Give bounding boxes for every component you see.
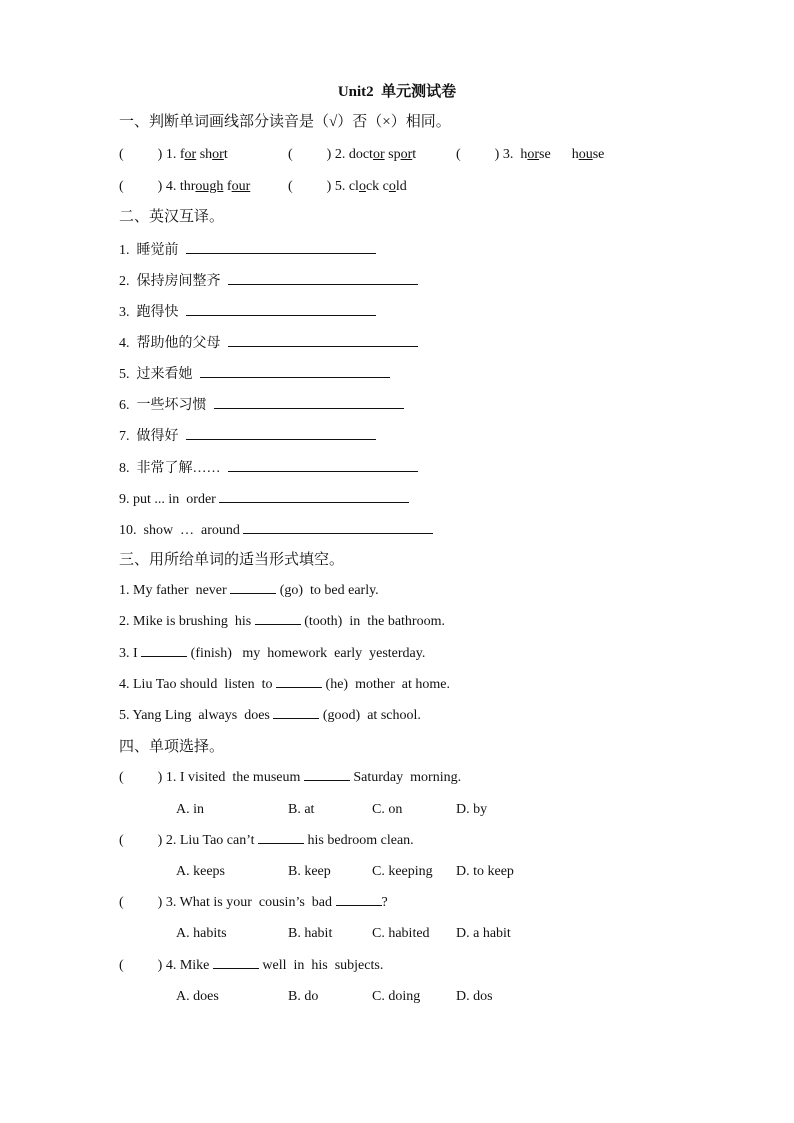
- choice-option[interactable]: D. dos: [456, 989, 493, 1004]
- answer-blank[interactable]: [276, 675, 322, 688]
- section3-heading: 三、用所给单词的适当形式填空。: [119, 552, 345, 568]
- translation-item-1: 1. 睡觉前: [119, 239, 376, 261]
- choice-option[interactable]: B. keep: [288, 864, 331, 879]
- section2-heading: 二、英汉互译。: [119, 209, 225, 225]
- answer-blank[interactable]: [186, 425, 376, 440]
- choice-option[interactable]: A. does: [176, 989, 219, 1004]
- fill-in-item-3: 3. I (finish) my homework early yesterday.: [119, 646, 426, 661]
- fill-in-item-5: 5. Yang Ling always does (good) at school.: [119, 708, 421, 723]
- page-title: Unit2 单元测试卷: [337, 84, 457, 100]
- translation-item-3: 3. 跑得快: [119, 301, 376, 323]
- choice-option[interactable]: C. keeping: [372, 864, 433, 879]
- section4-heading: 四、单项选择。: [119, 739, 225, 755]
- choice-option[interactable]: B. do: [288, 989, 319, 1004]
- pronunciation-item-5: ( ) 5. clock cold: [288, 179, 407, 194]
- answer-blank[interactable]: [219, 488, 409, 503]
- translation-item-9: 9. put ... in order: [119, 488, 409, 510]
- translation-item-6: 6. 一些坏习惯: [119, 394, 404, 416]
- choice-question-3: ( ) 3. What is your cousin’s bad ?: [119, 895, 388, 910]
- choice-option[interactable]: C. on: [372, 802, 403, 817]
- answer-blank[interactable]: [200, 363, 390, 378]
- answer-blank[interactable]: [273, 706, 319, 719]
- translation-item-4: 4. 帮助他的父母: [119, 332, 418, 354]
- answer-blank[interactable]: [304, 768, 350, 781]
- answer-blank[interactable]: [258, 831, 304, 844]
- choice-question-4: ( ) 4. Mike well in his subjects.: [119, 958, 384, 973]
- choice-option[interactable]: C. habited: [372, 926, 430, 941]
- translation-item-8: 8. 非常了解……: [119, 457, 418, 479]
- choice-option[interactable]: A. in: [176, 802, 204, 817]
- answer-blank[interactable]: [230, 581, 276, 594]
- translation-item-10: 10. show … around: [119, 519, 433, 541]
- pronunciation-item-3: ( ) 3. horse house: [456, 147, 605, 162]
- pronunciation-item-2: ( ) 2. doctor sport: [288, 147, 417, 162]
- choice-option[interactable]: D. to keep: [456, 864, 514, 879]
- fill-in-item-1: 1. My father never (go) to bed early.: [119, 583, 379, 598]
- answer-blank[interactable]: [255, 612, 301, 625]
- answer-blank[interactable]: [228, 457, 418, 472]
- translation-item-7: 7. 做得好: [119, 425, 376, 447]
- choice-option[interactable]: C. doing: [372, 989, 421, 1004]
- choice-option[interactable]: D. by: [456, 802, 488, 817]
- answer-blank[interactable]: [186, 239, 376, 254]
- choice-question-1: ( ) 1. I visited the museum Saturday morning.: [119, 770, 462, 785]
- answer-blank[interactable]: [213, 956, 259, 969]
- choice-option[interactable]: B. at: [288, 802, 315, 817]
- answer-blank[interactable]: [186, 301, 376, 316]
- choice-option[interactable]: A. keeps: [176, 864, 225, 879]
- fill-in-item-2: 2. Mike is brushing his (tooth) in the bathroom.: [119, 614, 445, 629]
- choice-option[interactable]: A. habits: [176, 926, 227, 941]
- translation-item-2: 2. 保持房间整齐: [119, 270, 418, 292]
- choice-option[interactable]: D. a habit: [456, 926, 511, 941]
- answer-blank[interactable]: [214, 394, 404, 409]
- choice-option[interactable]: B. habit: [288, 926, 333, 941]
- answer-blank[interactable]: [228, 332, 418, 347]
- translation-item-5: 5. 过来看她: [119, 363, 390, 385]
- answer-blank[interactable]: [141, 644, 187, 657]
- pronunciation-item-4: ( ) 4. through four: [119, 179, 251, 194]
- fill-in-item-4: 4. Liu Tao should listen to (he) mother at home.: [119, 677, 450, 692]
- pronunciation-item-1: ( ) 1. for short: [119, 147, 228, 162]
- section1-heading: 一、判断单词画线部分读音是（√）否（×）相同。: [119, 114, 451, 130]
- answer-blank[interactable]: [243, 519, 433, 534]
- answer-blank[interactable]: [228, 270, 418, 285]
- choice-question-2: ( ) 2. Liu Tao can’t his bedroom clean.: [119, 833, 414, 848]
- answer-blank[interactable]: [336, 893, 382, 906]
